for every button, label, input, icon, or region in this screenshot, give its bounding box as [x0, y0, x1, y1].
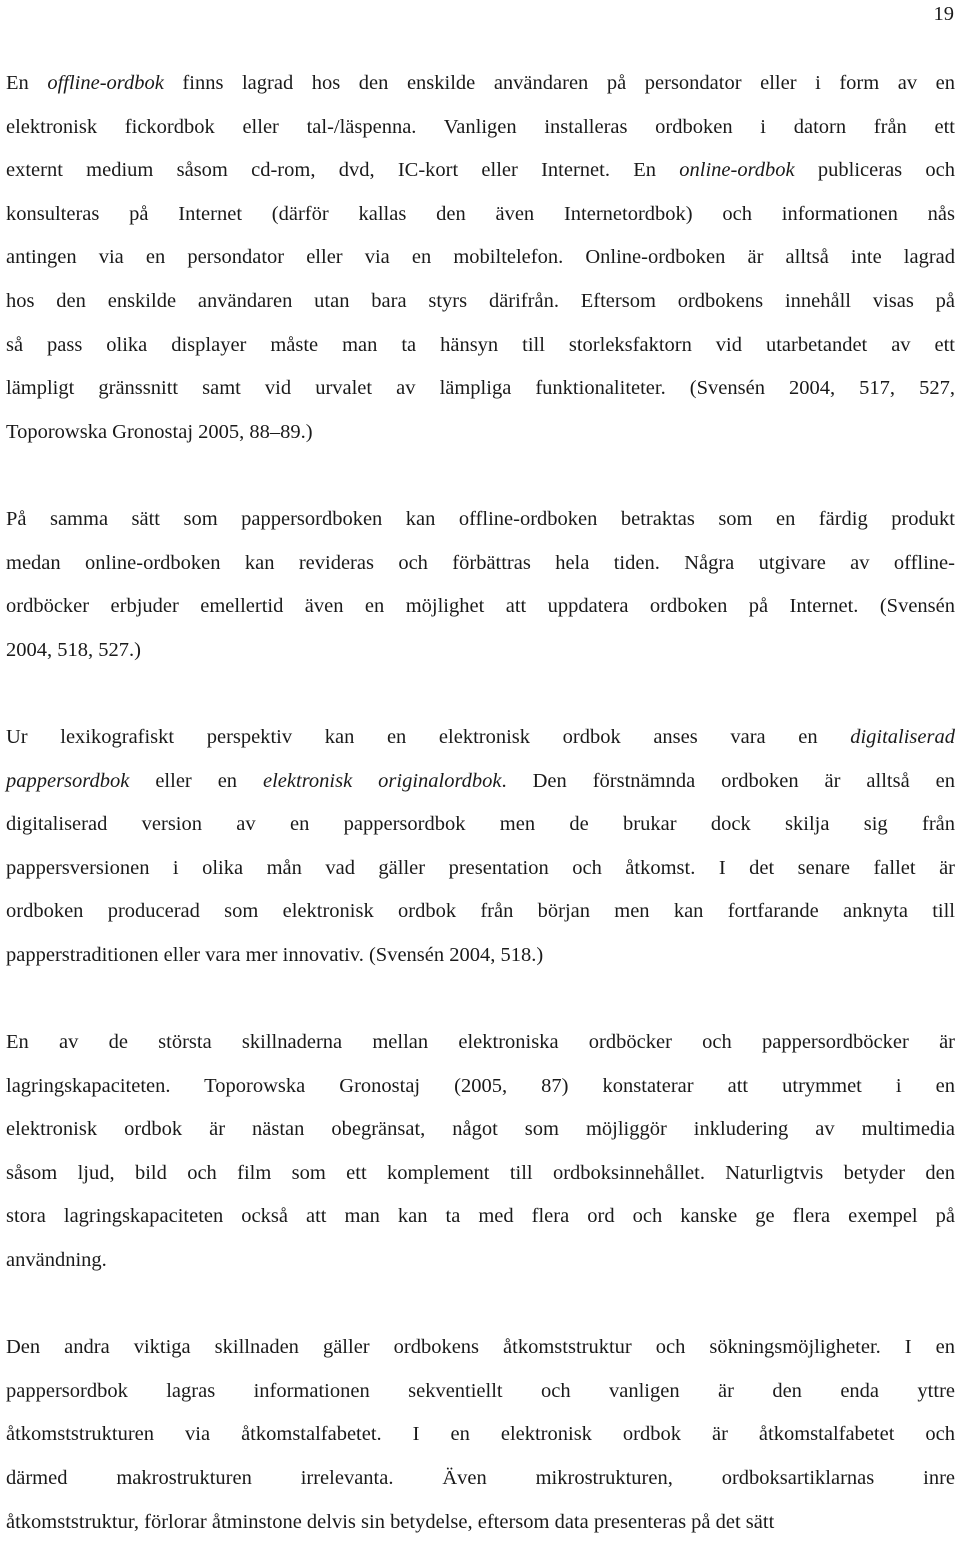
text-line — [6, 324, 955, 368]
text-line — [6, 1413, 955, 1457]
text-run: En av de största skillnaderna mellan elektroniska ordböcker och pappersordböcker är — [6, 1031, 955, 1054]
text-line — [6, 1021, 955, 1065]
text-run: pappersversionen i olika mån vad gäller presentation och åtkomst. I det senare fallet är — [6, 856, 955, 879]
text-run: Den andra viktiga skillnaden gäller ordbokens åtkomststruktur och sökningsmöjligheter. I en — [6, 1336, 955, 1359]
text-line — [6, 1152, 955, 1196]
text-line — [6, 1239, 955, 1283]
text-line — [6, 542, 955, 586]
text-run: eller en — [129, 769, 264, 792]
text-line — [6, 411, 955, 455]
text-run: lämpligt gränssnitt samt vid urvalet av lämpliga funktionaliteter. (Svensén 2004, 517, 527, — [6, 377, 955, 400]
text-line — [6, 1195, 955, 1239]
text-run: . Den förstnämnda ordboken är alltså en — [501, 769, 955, 792]
italic-term: pappersordbok — [6, 769, 130, 792]
text-run: digitaliserad version av en pappersordbok men de brukar dock skilja sig från — [6, 813, 955, 836]
text-line — [6, 934, 955, 978]
text-run: externt medium såsom cd-rom, dvd, IC-kort eller Internet. En — [6, 159, 680, 182]
text-run: konsulteras på Internet (därför kallas den även Internetordbok) och informationen nås — [6, 202, 955, 225]
text-run: elektronisk fickordbok eller tal-/läspenna. Vanligen installeras ordboken i datorn från ett — [6, 115, 955, 138]
text-run: Ur lexikografiskt perspektiv kan en elektronisk ordbok anses vara en — [6, 725, 851, 748]
text-run: ordböcker erbjuder emellertid även en möjlighet att uppdatera ordboken på Internet. (Svensén — [6, 595, 955, 618]
text-line — [6, 367, 955, 411]
text-run: finns lagrad hos den enskilde användaren på persondator eller i form av en — [163, 72, 955, 94]
text-line — [6, 1501, 955, 1544]
paragraph-p5 — [6, 1326, 955, 1544]
text-run: såsom ljud, bild och film som ett komplement till ordboksinnehållet. Naturligtvis betyder den — [6, 1161, 955, 1184]
text-line — [6, 1457, 955, 1501]
text-run: elektronisk ordbok är nästan obegränsat, något som möjliggör inkludering av multimedia — [6, 1118, 955, 1141]
paragraph-p3 — [6, 716, 955, 978]
italic-term: offline-ordbok — [47, 72, 164, 94]
paragraph-p2 — [6, 498, 955, 672]
text-line — [6, 1326, 955, 1370]
text-run: En — [6, 72, 48, 94]
italic-term: elektronisk originalordbok — [263, 769, 502, 792]
italic-term: online-ordbok — [679, 159, 795, 182]
text-run: därmed makrostrukturen irrelevanta. Även mikrostrukturen, ordboksartiklarnas inre — [6, 1467, 955, 1489]
text-run: så pass olika displayer måste man ta hänsyn till storleksfaktorn vid utarbetandet av ett — [6, 333, 955, 356]
text-run: antingen via en persondator eller via en mobiltelefon. Online-ordboken är alltså inte lagrad — [6, 246, 955, 269]
text-run: användning. — [6, 1249, 107, 1272]
text-line — [6, 106, 955, 150]
text-line — [6, 193, 955, 237]
text-run: lagringskapaciteten. Toporowska Gronostaj (2005, 87) konstaterar att utrymmet i en — [6, 1074, 955, 1097]
text-run: pappersordbok lagras informationen sekventiellt och vanligen är den enda yttre — [6, 1379, 955, 1402]
text-line — [6, 62, 955, 106]
text-run: hos den enskilde användaren utan bara styrs därifrån. Eftersom ordbokens innehåll visas på — [6, 289, 955, 312]
text-run: papperstraditionen eller vara mer innovativ. (Svensén 2004, 518.) — [6, 943, 544, 966]
paragraph-p1 — [6, 62, 955, 454]
text-run: Toporowska Gronostaj 2005, 88–89.) — [6, 420, 313, 443]
text-line — [6, 629, 955, 673]
page-number: 19 — [933, 3, 954, 25]
body-text — [6, 62, 955, 1544]
text-line — [6, 760, 955, 804]
text-line — [6, 149, 955, 193]
text-run: medan online-ordboken kan revideras och förbättras hela tiden. Några utgivare av offline- — [6, 551, 955, 574]
italic-term: digitaliserad — [850, 725, 955, 748]
text-run: stora lagringskapaciteten också att man kan ta med flera ord och kanske ge flera exempel på — [6, 1205, 955, 1228]
text-run: åtkomststrukturen via åtkomstalfabetet. I en elektronisk ordbok är åtkomstalfabetet och — [6, 1423, 955, 1446]
text-line — [6, 236, 955, 280]
text-run: På samma sätt som pappersordboken kan offline-ordboken betraktas som en färdig produkt — [6, 507, 955, 530]
text-line — [6, 1108, 955, 1152]
text-line — [6, 890, 955, 934]
text-run: åtkomststruktur, förlorar åtminstone delvis sin betydelse, eftersom data presenteras på det sätt — [6, 1510, 775, 1533]
text-line — [6, 847, 955, 891]
text-line — [6, 585, 955, 629]
text-run: 2004, 518, 527.) — [6, 638, 141, 661]
paragraph-p4 — [6, 1021, 955, 1283]
text-line — [6, 803, 955, 847]
text-run: publiceras och — [794, 159, 956, 182]
text-line — [6, 716, 955, 760]
text-line — [6, 1065, 955, 1109]
text-line — [6, 498, 955, 542]
text-line — [6, 280, 955, 324]
text-run: ordboken producerad som elektronisk ordbok från början men kan fortfarande anknyta till — [6, 900, 955, 923]
text-line — [6, 1370, 955, 1414]
